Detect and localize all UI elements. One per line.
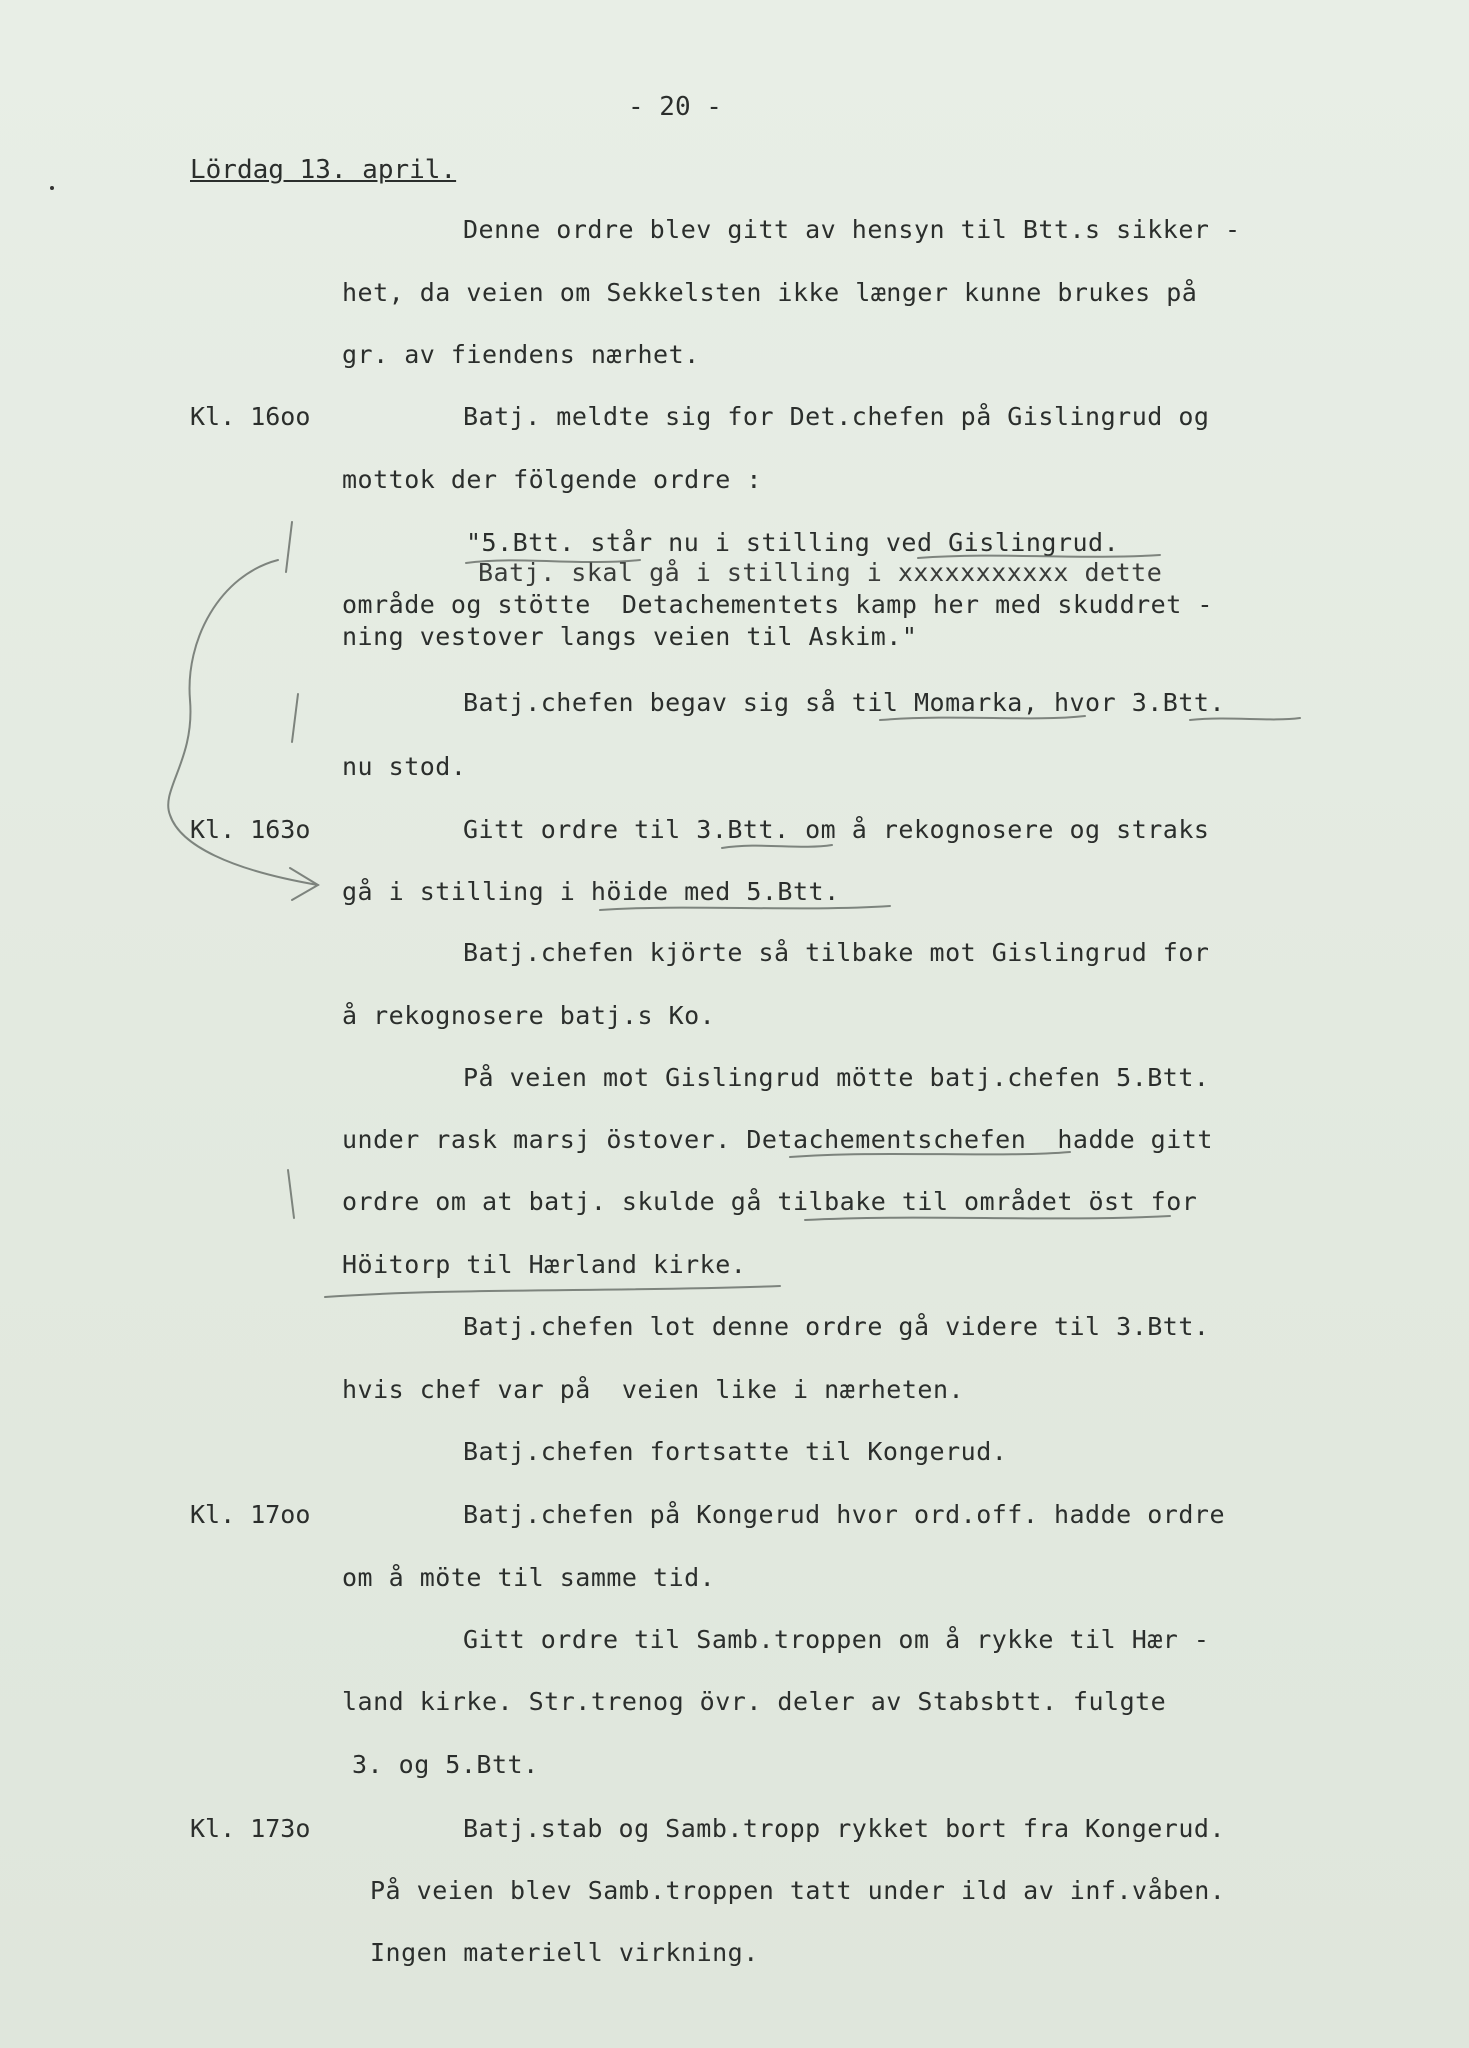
tick-mark	[288, 1170, 294, 1218]
tick-mark	[286, 522, 292, 572]
text-line: het, da veien om Sekkelsten ikke længer kunne brukes på	[342, 278, 1198, 307]
underline-3btt-2	[722, 845, 832, 848]
text-line: Batj.chefen fortsatte til Kongerud.	[463, 1437, 1008, 1466]
text-line: nu stod.	[342, 752, 467, 781]
text-line: Batj.chefen begav sig så til Momarka, hvor 3.Btt.	[463, 688, 1226, 717]
arrow-head	[290, 868, 318, 900]
text-line: land kirke. Str.trenog övr. deler av Stabsbtt. fulgte	[342, 1687, 1167, 1716]
text-line: å rekognosere batj.s Ko.	[342, 1001, 716, 1030]
text-line: På veien mot Gislingrud mötte batj.chefen 5.Btt.	[463, 1063, 1210, 1092]
text-line: På veien blev Samb.troppen tatt under ild av inf.våben.	[370, 1876, 1226, 1905]
text-line: Denne ordre blev gitt av hensyn til Btt.s sikker -	[463, 215, 1241, 244]
page-number: - 20 -	[628, 92, 722, 122]
text-line: "5.Btt. står nu i stilling ved Gislingrud.	[466, 528, 1120, 557]
time-label-1730: Kl. 173o	[190, 1814, 311, 1843]
text-line: Batj.chefen kjörte så tilbake mot Gislingrud for	[463, 938, 1210, 967]
text-line: Gitt ordre til Samb.troppen om å rykke til Hær -	[463, 1625, 1210, 1654]
text-line: gå i stilling i höide med 5.Btt.	[342, 877, 840, 906]
text-line: Gitt ordre til 3.Btt. om å rekognosere og straks	[463, 815, 1210, 844]
text-line: ning vestover langs veien til Askim."	[342, 622, 918, 651]
text-line: mottok der fölgende ordre :	[342, 465, 762, 494]
text-line: om å möte til samme tid.	[342, 1563, 716, 1592]
margin-dot	[50, 186, 54, 190]
text-line: under rask marsj östover. Detachementschefen hadde gitt	[342, 1125, 1213, 1154]
time-label-1600: Kl. 16oo	[190, 402, 311, 431]
text-line: Batj. meldte sig for Det.chefen på Gislingrud og	[463, 402, 1210, 431]
text-line: Batj.chefen lot denne ordre gå videre til 3.Btt.	[463, 1312, 1210, 1341]
text-line: Batj.stab og Samb.tropp rykket bort fra Kongerud.	[463, 1814, 1226, 1843]
text-line: Ingen materiell virkning.	[370, 1938, 759, 1967]
text-line: område og stötte Detachementets kamp her med skuddret -	[342, 590, 1213, 619]
time-label-1630: Kl. 163o	[190, 815, 311, 844]
text-line: Batj. skal gå i stilling i xxxxxxxxxxx dette	[478, 558, 1163, 587]
text-line: Batj.chefen på Kongerud hvor ord.off. hadde ordre	[463, 1500, 1226, 1529]
time-label-1700: Kl. 17oo	[190, 1500, 311, 1529]
text-line: ordre om at batj. skulde gå tilbake til området öst for	[342, 1187, 1198, 1216]
text-line: 3. og 5.Btt.	[352, 1750, 539, 1779]
underline-hoitorp	[325, 1286, 780, 1297]
text-line: Höitorp til Hærland kirke.	[342, 1250, 747, 1279]
text-line: hvis chef var på veien like i nærheten.	[342, 1375, 965, 1404]
date-heading: Lördag 13. april.	[190, 155, 457, 185]
tick-mark	[292, 694, 298, 742]
underline-3btt	[1190, 718, 1300, 720]
text-line: gr. av fiendens nærhet.	[342, 340, 700, 369]
